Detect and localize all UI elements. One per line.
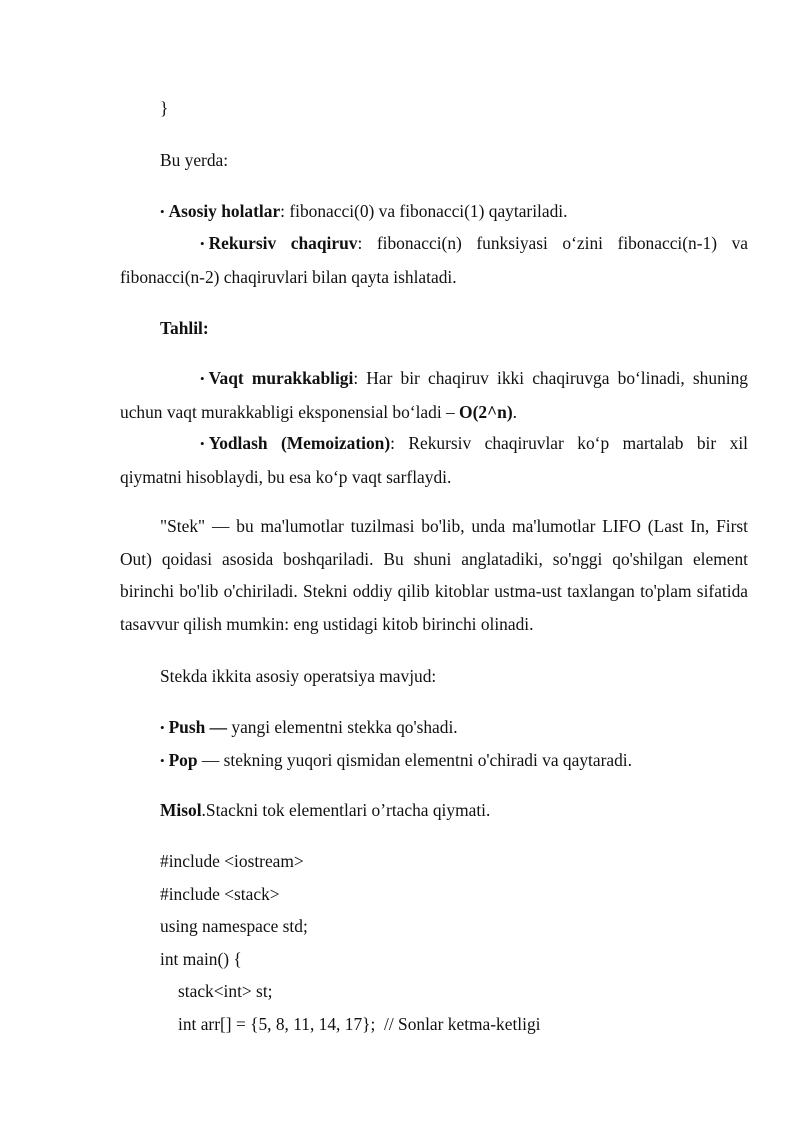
bullet-term: Push — bbox=[168, 717, 228, 737]
bullet-text: : Har bir chaqiruv ikki chaqiruvga bo‘linadi, shuning uchun vaqt murakkabligi eksponensial bo‘ladi – bbox=[120, 368, 748, 422]
bullet-memoization bbox=[120, 427, 748, 493]
code-line: int main() { bbox=[160, 949, 242, 969]
bullet-icon: • bbox=[160, 753, 165, 768]
bullet-icon: • bbox=[200, 371, 205, 386]
bullet-text: : fibonacci(n) funksiyasi o‘zini fibonacci(n-1) va fibonacci(n-2) chaqiruvlari bilan qayta ishlatadi. bbox=[120, 233, 748, 287]
bullet-icon: • bbox=[160, 204, 165, 219]
operations-intro: Stekda ikkita asosiy operatsiya mavjud: bbox=[160, 666, 437, 686]
stack-paragraph: "Stek" — bu ma'lumotlar tuzilmasi bo'lib, unda ma'lumotlar LIFO (Last In, First Out) qoidasi asosida boshqariladi. Bu shuni anglatadiki, so'nggi qo'shilgan element birinchi bo'lib o'chiriladi. Stekni oddiy qilib kitoblar ustma-ust taxlangan to'plam sifatida tasavvur qilish mumkin: eng ustidagi kitob birinchi olinadi. bbox=[120, 516, 748, 634]
bullet-text: : Rekursiv chaqiruvlar ko‘p martalab bir xil qiymatni hisoblaydi, bu esa ko‘p vaqt sarflaydi. bbox=[120, 433, 748, 487]
bullet-push bbox=[160, 717, 458, 738]
bullet-icon: • bbox=[200, 236, 205, 251]
bullet-icon: • bbox=[160, 720, 165, 735]
code-line: #include <stack> bbox=[160, 884, 280, 904]
bullet-base-cases bbox=[160, 201, 567, 222]
bullet-pop bbox=[160, 750, 632, 771]
bullet-recursive-call bbox=[120, 227, 748, 293]
code-line: using namespace std; bbox=[160, 916, 308, 936]
analysis-heading bbox=[160, 318, 209, 338]
complexity-value: O(2^n) bbox=[459, 401, 513, 422]
bullet-end: . bbox=[512, 401, 517, 422]
intro-text: Bu yerda: bbox=[160, 150, 229, 170]
bullet-term: Vaqt murakkabligi bbox=[208, 368, 354, 388]
bullet-text: : fibonacci(0) va fibonacci(1) qaytariladi. bbox=[280, 201, 568, 221]
example-line bbox=[160, 800, 490, 820]
bullet-icon: • bbox=[200, 436, 205, 451]
bullet-term: Yodlash (Memoization) bbox=[208, 433, 391, 453]
bullet-time-complexity bbox=[120, 362, 748, 428]
code-line: #include <iostream> bbox=[160, 851, 304, 871]
example-text: .Stackni tok elementlari o’rtacha qiymati. bbox=[201, 800, 491, 820]
bullet-text: yangi elementni stekka qo'shadi. bbox=[227, 717, 458, 737]
bullet-term: Rekursiv chaqiruv bbox=[208, 233, 358, 253]
example-label: Misol bbox=[160, 800, 202, 820]
bullet-text: — stekning yuqori qismidan elementni o'chiradi va qaytaradi. bbox=[197, 750, 632, 770]
code-line: stack<int> st; bbox=[178, 981, 273, 1001]
bullet-term: Asosiy holatlar bbox=[168, 201, 281, 221]
code-closing-brace: } bbox=[160, 98, 169, 118]
bullet-term: Pop bbox=[168, 750, 198, 770]
code-line: int arr[] = {5, 8, 11, 14, 17}; // Sonlar ketma-ketligi bbox=[178, 1014, 541, 1034]
analysis-heading-text: Tahlil: bbox=[160, 318, 209, 338]
